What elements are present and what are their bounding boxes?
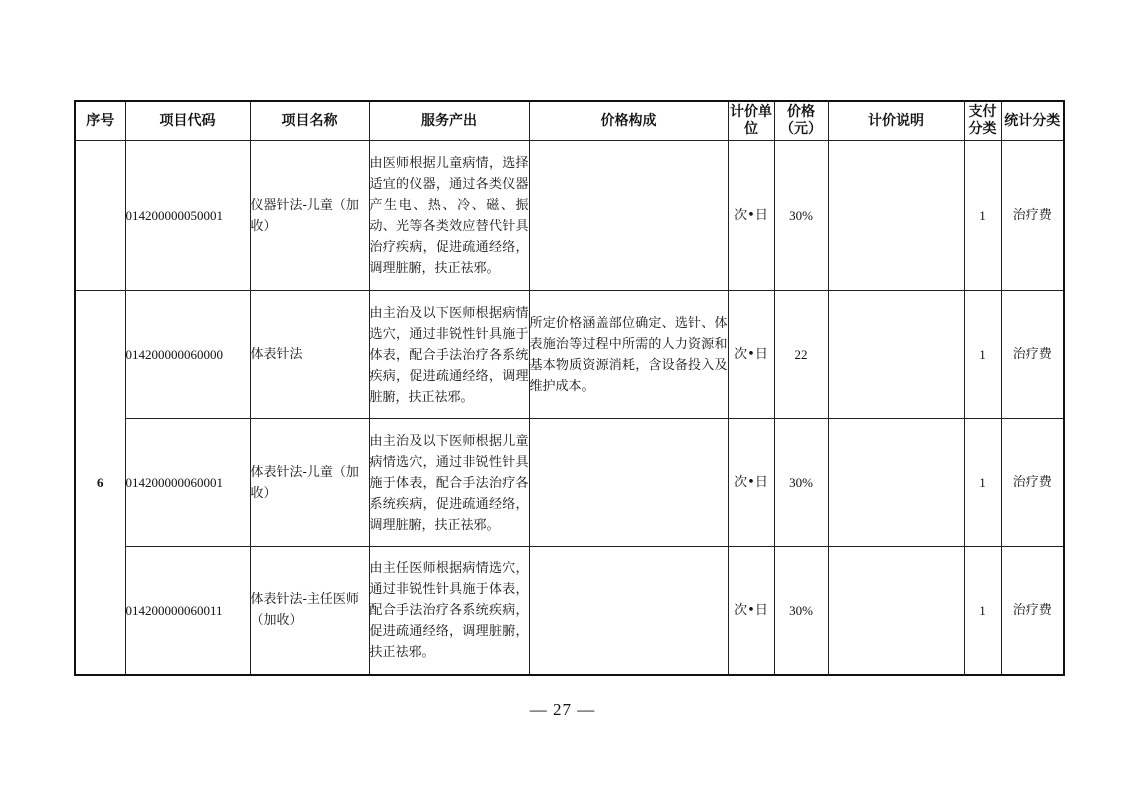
note-cell [828, 291, 964, 419]
header-note: 计价说明 [828, 101, 964, 141]
service-text: 由主治及以下医师根据儿童病情选穴，通过非锐性针具施于体表，配合手法治疗各系统疾病，促进疏通经络，调理脏腑，扶正祛邪。 [369, 433, 529, 533]
header-price: 价格（元） [774, 101, 828, 141]
composition-cell [529, 547, 728, 675]
table-row [75, 291, 1064, 419]
name-cell: 体表针法-儿童（加收） [250, 419, 369, 547]
stat-cell: 治疗费 [1001, 547, 1064, 675]
composition-cell [529, 419, 728, 547]
service-cell [369, 547, 529, 675]
service-text: 由主任医师根据病情选穴，通过非锐性针具施于体表，配合手法治疗各系统疾病，促进疏通经络，调理脏腑，扶正祛邪。 [369, 561, 529, 661]
table-row [75, 419, 1064, 547]
code-cell: 014200000060000 [125, 291, 250, 419]
header-stat: 统计分类 [1001, 101, 1064, 141]
page-number: — 27 — [529, 700, 596, 719]
stat-cell: 治疗费 [1001, 291, 1064, 419]
service-cell [369, 141, 529, 291]
header-service: 服务产出 [369, 101, 529, 141]
service-cell [369, 291, 529, 419]
code-cell: 014200000050001 [125, 141, 250, 291]
service-text: 由主治及以下医师根据病情选穴，通过非锐性针具施于体表，配合手法治疗各系统疾病，促进疏通经络，调理脏腑，扶正祛邪。 [369, 305, 529, 405]
unit-cell: 次•日 [728, 291, 774, 419]
unit-cell: 次•日 [728, 141, 774, 291]
price-cell: 30% [774, 419, 828, 547]
service-cell [369, 419, 529, 547]
header-seq: 序号 [75, 101, 125, 141]
unit-cell: 次•日 [728, 547, 774, 675]
price-cell: 30% [774, 141, 828, 291]
header-unit: 计价单位 [728, 101, 774, 141]
note-cell [828, 141, 964, 291]
note-cell [828, 419, 964, 547]
price-cell: 30% [774, 547, 828, 675]
pay-cell: 1 [964, 419, 1001, 547]
pay-cell: 1 [964, 291, 1001, 419]
name-cell: 体表针法-主任医师（加收） [250, 547, 369, 675]
service-text: 由医师根据儿童病情，选择适宜的仪器，通过各类仪器产生电、热、冷、磁、振动、光等各类效应替代针具治疗疾病，促进疏通经络，调理脏腑，扶正祛邪。 [369, 156, 529, 276]
pay-cell: 1 [964, 547, 1001, 675]
seq-cell [75, 141, 125, 291]
table-row [75, 547, 1064, 675]
header-pay: 支付分类 [964, 101, 1001, 141]
name-cell: 体表针法 [250, 291, 369, 419]
composition-cell: 所定价格涵盖部位确定、选针、体表施治等过程中所需的人力资源和基本物质资源消耗，含设备投入及维护成本。 [529, 291, 728, 419]
header-code: 项目代码 [125, 101, 250, 141]
code-cell: 014200000060001 [125, 419, 250, 547]
header-name: 项目名称 [250, 101, 369, 141]
stat-cell: 治疗费 [1001, 141, 1064, 291]
note-cell [828, 547, 964, 675]
composition-cell [529, 141, 728, 291]
stat-cell: 治疗费 [1001, 419, 1064, 547]
pay-cell: 1 [964, 141, 1001, 291]
header-composition: 价格构成 [529, 101, 728, 141]
name-cell: 仪器针法-儿童（加收） [250, 141, 369, 291]
table-row [75, 141, 1064, 291]
seq-cell: 6 [75, 291, 125, 675]
code-cell: 014200000060011 [125, 547, 250, 675]
price-cell: 22 [774, 291, 828, 419]
header-row [75, 101, 1064, 141]
unit-cell: 次•日 [728, 419, 774, 547]
price-table [74, 100, 1065, 676]
